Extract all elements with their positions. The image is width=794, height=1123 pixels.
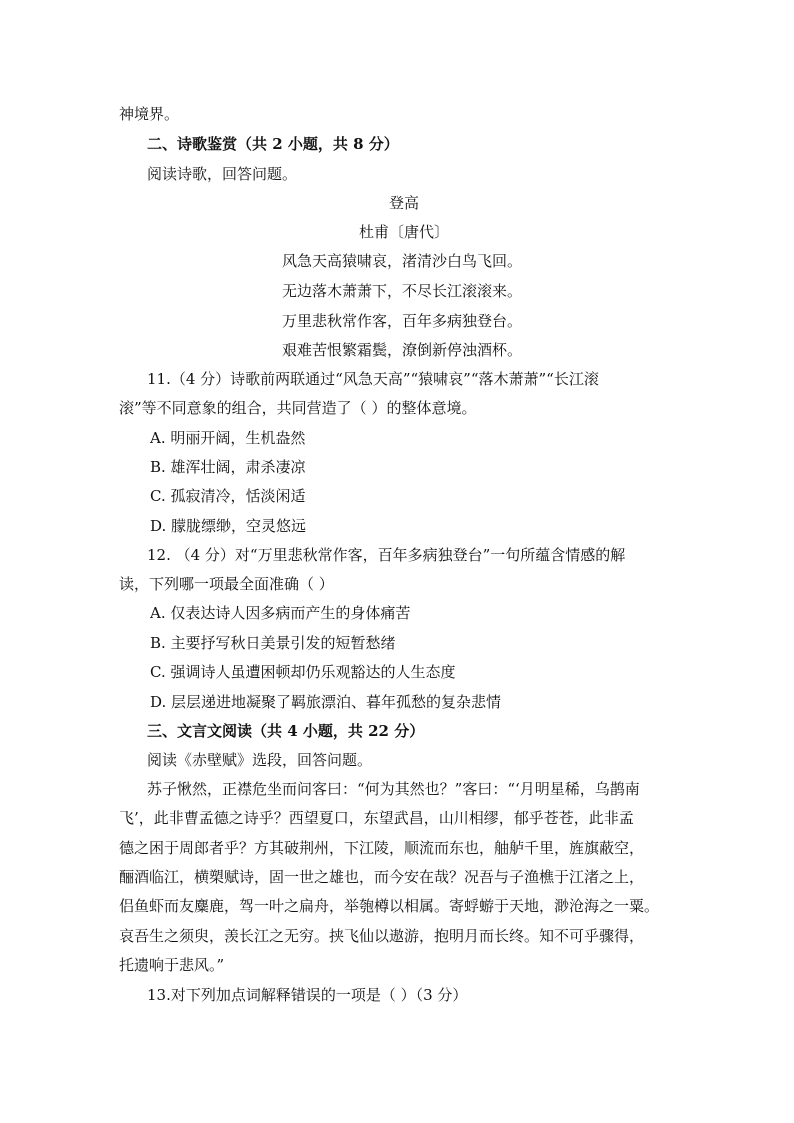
section-instruction-poetry: 阅读诗歌，回答问题。 xyxy=(147,165,298,183)
question-12-stem: 12. （4 分）对“万里悲秋常作客，百年多病独登台”一句所蕴含情感的解 xyxy=(147,546,626,564)
question-11-option-d: D. 朦胧缥缈，空灵悠远 xyxy=(150,517,307,535)
question-12-option-a: A. 仅表达诗人因多病而产生的身体痛苦 xyxy=(150,604,411,622)
question-11-stem-cont: 滚”等不同意象的组合，共同营造了（ ）的整体意境。 xyxy=(119,399,477,417)
question-12-stem-cont: 读，下列哪一项最全面准确（ ） xyxy=(119,575,334,593)
passage-line: 托遗响于悲风。” xyxy=(119,956,225,974)
section-heading-classical: 三、文言文阅读（共 4 小题，共 22 分） xyxy=(147,722,425,740)
passage-line: 苏子愀然，正襟危坐而问客曰：“何为其然也？”客曰：“‘月明星稀，乌鹊南 xyxy=(147,780,640,798)
question-12-option-b: B. 主要抒写秋日美景引发的短暂愁绪 xyxy=(150,634,396,652)
poem-line: 风急天高猿啸哀，渚清沙白鸟飞回。 xyxy=(282,252,523,270)
question-11-option-c: C. 孤寂清冷，恬淡闲适 xyxy=(150,487,306,505)
poem-author: 杜甫〔唐代〕 xyxy=(358,223,449,241)
question-12-option-d: D. 层层递进地凝聚了羁旅漂泊、暮年孤愁的复杂悲情 xyxy=(150,693,502,711)
poem-line: 万里悲秋常作客，百年多病独登台。 xyxy=(282,312,523,330)
poem-line: 艰难苦恨繁霜鬓，潦倒新停浊酒杯。 xyxy=(282,341,523,359)
poem-title: 登高 xyxy=(388,194,419,212)
poem-line: 无边落木萧萧下，不尽长江滚滚来。 xyxy=(282,282,523,300)
question-11-option-b: B. 雄浑壮阔，肃杀凄凉 xyxy=(150,458,306,476)
question-11-option-a: A. 明丽开阔，生机盎然 xyxy=(150,429,306,447)
question-11-stem: 11.（4 分）诗歌前两联通过“风急天高”“猿啸哀”“落木萧萧”“长江滚 xyxy=(147,370,599,388)
continued-text: 神境界。 xyxy=(119,105,180,123)
passage-line: 酾酒临江，横槊赋诗，固一世之雄也，而今安在哉？况吾与子渔樵于江渚之上， xyxy=(119,868,645,886)
passage-line: 飞’，此非曹孟德之诗乎？西望夏口，东望武昌，山川相缪，郁乎苍苍，此非孟 xyxy=(119,809,634,827)
section-heading-poetry: 二、诗歌鉴赏（共 2 小题，共 8 分） xyxy=(147,135,399,153)
section-instruction-classical: 阅读《赤壁赋》选段，回答问题。 xyxy=(147,751,373,769)
question-13-stem: 13.对下列加点词解释错误的一项是（ ）（3 分） xyxy=(147,986,468,1004)
question-12-option-c: C. 强调诗人虽遭困顿却仍乐观豁达的人生态度 xyxy=(150,663,456,681)
passage-line: 德之困于周郎者乎？方其破荆州，下江陵，顺流而东也，舳舻千里，旌旗蔽空， xyxy=(119,839,645,857)
passage-line: 哀吾生之须臾，羡长江之无穷。挟飞仙以遨游，抱明月而长终。知不可乎骤得， xyxy=(119,927,645,945)
passage-line: 侣鱼虾而友麋鹿，驾一叶之扁舟，举匏樽以相属。寄蜉蝣于天地，渺沧海之一粟。 xyxy=(119,897,660,915)
